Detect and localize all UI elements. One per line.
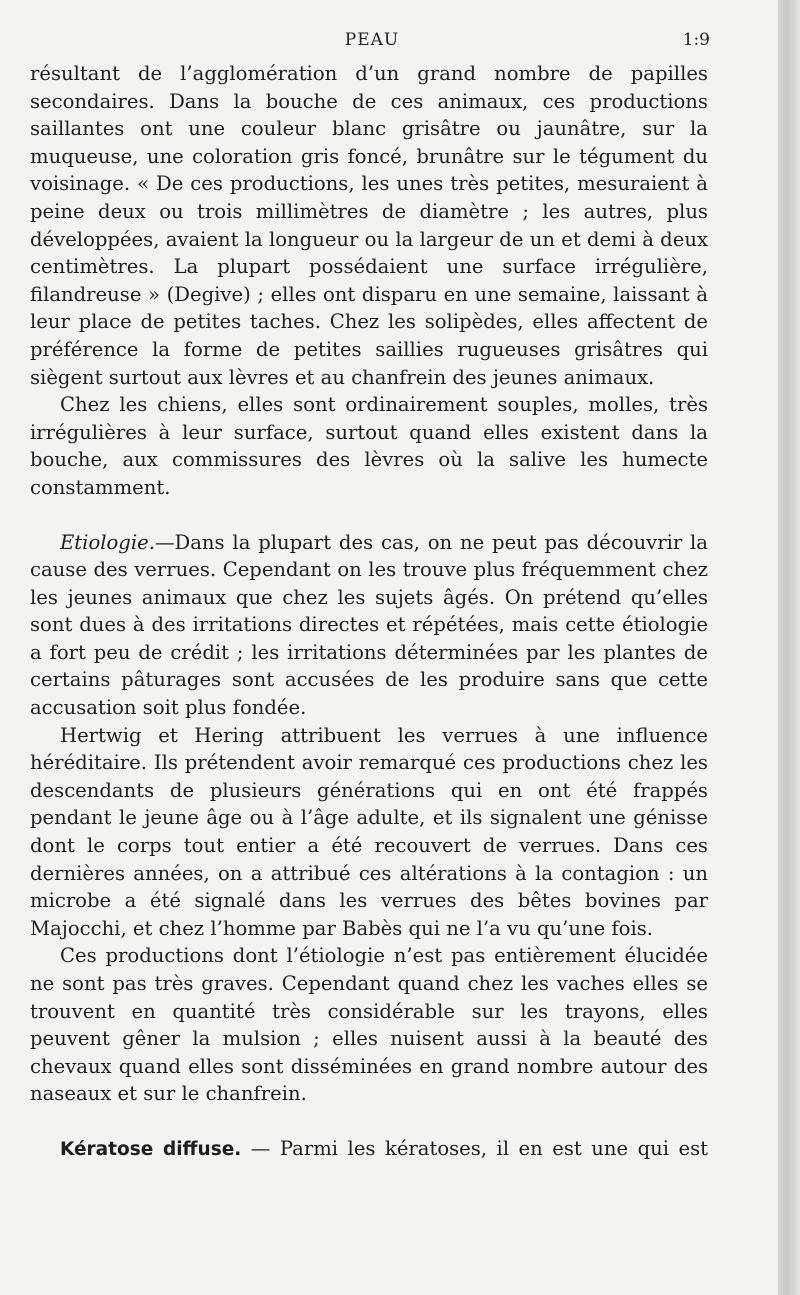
body-text <box>30 60 708 1164</box>
section-heading-etiologie: Etiologie. <box>60 530 155 554</box>
running-title: PEAU <box>344 30 400 50</box>
paragraph <box>30 529 708 722</box>
paragraph: Ces productions dont l’étiologie n’est pas entièrement élucidée ne sont pas très graves. Cependant quand chez les vaches elles se trouvent en quantité très considérable sur les trayons, elles peuvent gêner la mulsion ; elles nuisent aussi à la beauté des chevaux quand elles sont disséminées en grand nombre autour des naseaux et sur le chanfrein. <box>30 944 708 1106</box>
running-head <box>34 30 710 56</box>
paragraph <box>30 1135 708 1164</box>
paragraph: résultant de l’agglomération d’un grand nombre de papilles secondaires. Dans la bouche de ces animaux, ces productions saillantes ont une couleur blanc grisâtre ou jaunâtre, sur la muqueuse, une coloration gris foncé, brunâtre sur le tégument du voisinage. « De ces productions, les unes très petites, mesuraient à peine deux ou trois millimètres de diamètre ; les autres, plus développées, avaient la longueur ou la largeur de un et demi à deux centimètres. La plupart possédaient une surface irrégulière, filandreuse » (Degive) ; elles ont disparu en une semaine, laissant à leur place de petites taches. Chez les solipèdes, elles affectent de préférence la forme de petites saillies rugueuses grisâtres qui siègent surtout aux lèvres et au chanfrein des jeunes animaux. <box>30 62 708 389</box>
section-heading-keratose: Kératose diffuse. <box>60 1138 242 1160</box>
page-edge <box>778 0 800 1295</box>
paragraph-spacer <box>30 502 708 529</box>
paragraph-spacer <box>30 1108 708 1135</box>
paragraph: Hertwig et Hering attribuent les verrues à une influence héréditaire. Ils prétendent avoir remarqué ces productions chez les descendants de plusieurs générations qui en ont été frappés pendant le jeune âge ou à l’âge adulte, et ils signalent une génisse dont le corps tout entier a été recouvert de verrues. Dans ces dernières années, on a attribué ces altérations à la contagion : un microbe a été signalé dans les verrues des bêtes bovines par Majocchi, et chez l’homme par Babès qui ne l’a vu qu’une fois. <box>30 723 708 940</box>
paragraph-text: —Dans la plupart des cas, on ne peut pas découvrir la cause des verrues. Cependant on les trouve plus fréquemment chez les jeunes animaux que chez les sujets âgés. On prétend qu’elles sont dues à des irritations directes et répétées, mais cette étiologie a fort peu de crédit ; les irritations déterminées par les plantes de certains pâturages sont accusées de les produire sans que cette accusation soit plus fondée. <box>30 530 708 720</box>
paragraph: Chez les chiens, elles sont ordinairement souples, molles, très irrégulières à leur surface, surtout quand elles existent dans la bouche, aux commissures des lèvres où la salive les humecte constamment. <box>30 393 708 499</box>
paragraph-text: — Parmi les kératoses, il en est une qui est <box>241 1136 709 1160</box>
page-number: 1:9 <box>682 30 710 50</box>
